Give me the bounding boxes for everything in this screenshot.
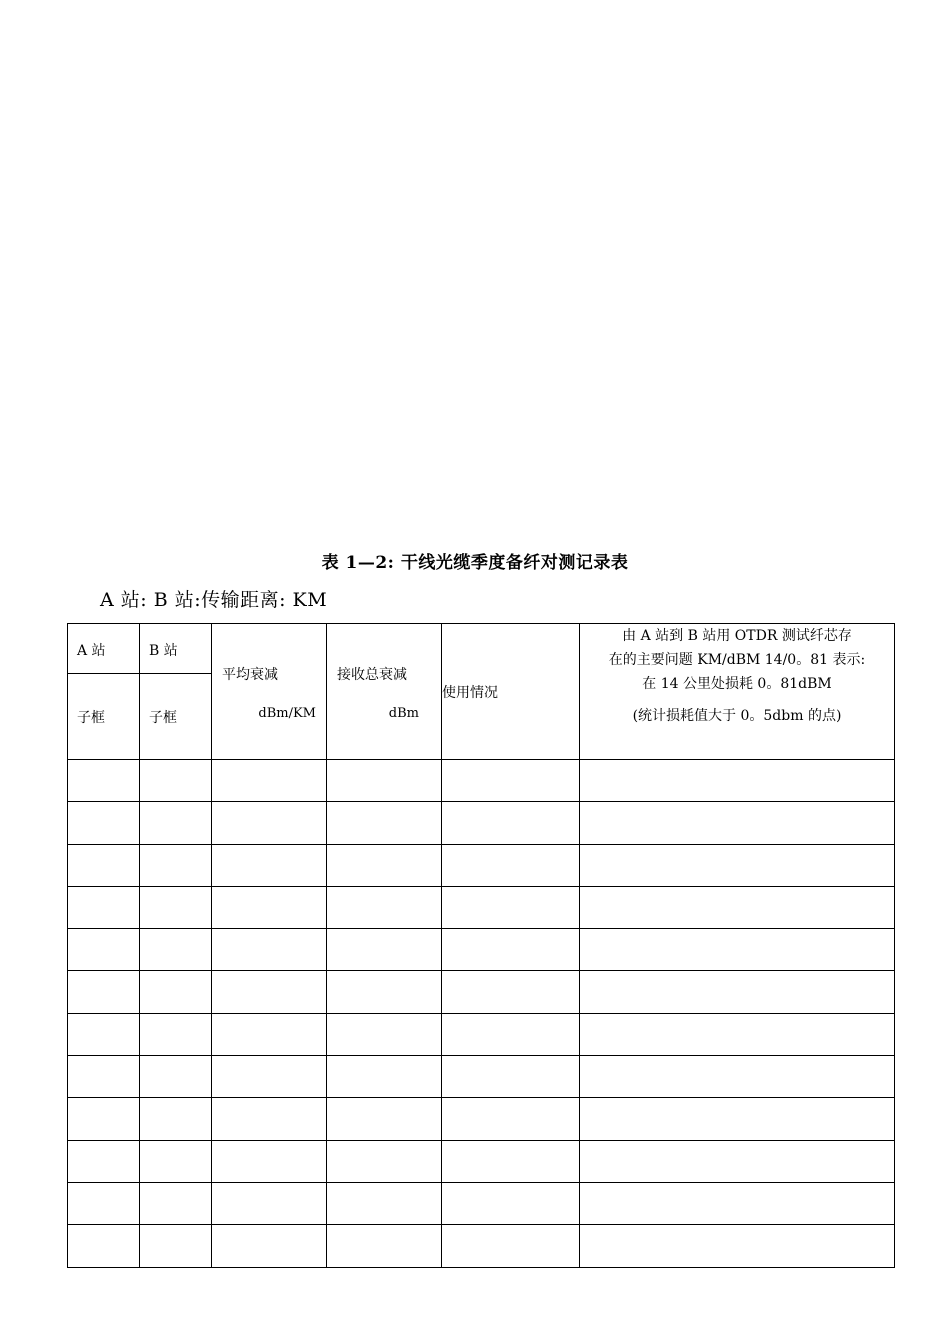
fiber-test-record-table [67, 623, 895, 1268]
cell-usage [442, 929, 580, 971]
cell-usage [442, 1013, 580, 1055]
cell-a-subframe [68, 1140, 140, 1182]
cell-a-subframe [68, 1182, 140, 1224]
cell-b-subframe [140, 760, 212, 802]
cell-rx-loss [327, 802, 442, 844]
note-line-3: 在 14 公里处损耗 0。81dBM [642, 676, 832, 692]
header-usage: 使用情况 [442, 624, 580, 760]
cell-avg-loss [212, 1182, 327, 1224]
table-row [68, 1056, 895, 1098]
cell-usage [442, 1140, 580, 1182]
cell-b-subframe [140, 971, 212, 1013]
cell-a-subframe [68, 886, 140, 928]
cell-usage [442, 760, 580, 802]
table-row [68, 844, 895, 886]
cell-avg-loss [212, 886, 327, 928]
cell-usage [442, 1225, 580, 1267]
header-row-top [68, 624, 895, 674]
cell-b-subframe [140, 1056, 212, 1098]
cell-usage [442, 971, 580, 1013]
cell-rx-loss [327, 844, 442, 886]
cell-a-subframe [68, 1098, 140, 1140]
cell-rx-loss [327, 1182, 442, 1224]
cell-otdr-issues [580, 1013, 895, 1055]
header-rx-loss [327, 624, 442, 760]
table-row [68, 929, 895, 971]
cell-b-subframe [140, 1098, 212, 1140]
cell-a-subframe [68, 1225, 140, 1267]
cell-usage [442, 886, 580, 928]
table-row [68, 802, 895, 844]
avg-loss-unit: dBm/KM [258, 706, 316, 721]
table-row [68, 1098, 895, 1140]
cell-b-subframe [140, 929, 212, 971]
document-title: 表 1—2: 干线光缆季度备纤对测记录表 [321, 553, 629, 573]
cell-avg-loss [212, 844, 327, 886]
cell-rx-loss [327, 1140, 442, 1182]
table-row [68, 886, 895, 928]
header-a-subframe: 子框 [68, 674, 140, 760]
table-row [68, 760, 895, 802]
avg-loss-label: 平均衰减 [222, 667, 278, 683]
cell-b-subframe [140, 1140, 212, 1182]
cell-usage [442, 1056, 580, 1098]
cell-rx-loss [327, 929, 442, 971]
note-line-2: 在的主要问题 KM/dBM 14/0。81 表示: [608, 652, 866, 668]
cell-avg-loss [212, 1056, 327, 1098]
cell-avg-loss [212, 802, 327, 844]
cell-otdr-issues [580, 1098, 895, 1140]
cell-otdr-issues [580, 1140, 895, 1182]
cell-avg-loss [212, 971, 327, 1013]
rx-loss-unit: dBm [388, 706, 419, 721]
header-b-subframe: 子框 [140, 674, 212, 760]
cell-a-subframe [68, 1056, 140, 1098]
cell-rx-loss [327, 886, 442, 928]
note-line-1: 由 A 站到 B 站用 OTDR 测试纤芯存 [622, 628, 852, 644]
cell-otdr-issues [580, 760, 895, 802]
cell-a-subframe [68, 971, 140, 1013]
cell-b-subframe [140, 1013, 212, 1055]
cell-rx-loss [327, 760, 442, 802]
cell-a-subframe [68, 844, 140, 886]
cell-b-subframe [140, 844, 212, 886]
cell-rx-loss [327, 1056, 442, 1098]
table-row [68, 1140, 895, 1182]
cell-rx-loss [327, 1098, 442, 1140]
table-row [68, 1182, 895, 1224]
table-row [68, 971, 895, 1013]
cell-usage [442, 1098, 580, 1140]
header-a-station: A 站 [68, 624, 140, 674]
cell-rx-loss [327, 971, 442, 1013]
cell-avg-loss [212, 1225, 327, 1267]
cell-otdr-issues [580, 844, 895, 886]
cell-a-subframe [68, 1013, 140, 1055]
cell-otdr-issues [580, 886, 895, 928]
cell-b-subframe [140, 1225, 212, 1267]
table-row [68, 1225, 895, 1267]
table-row [68, 1013, 895, 1055]
cell-b-subframe [140, 886, 212, 928]
cell-b-subframe [140, 802, 212, 844]
header-otdr-note [580, 624, 895, 760]
cell-usage [442, 1182, 580, 1224]
cell-avg-loss [212, 1140, 327, 1182]
cell-otdr-issues [580, 802, 895, 844]
cell-avg-loss [212, 929, 327, 971]
cell-avg-loss [212, 760, 327, 802]
cell-otdr-issues [580, 971, 895, 1013]
note-line-4: (统计损耗值大于 0。5dbm 的点) [632, 708, 842, 724]
header-b-station: B 站 [140, 624, 212, 674]
cell-otdr-issues [580, 929, 895, 971]
cell-a-subframe [68, 802, 140, 844]
cell-otdr-issues [580, 1182, 895, 1224]
cell-a-subframe [68, 760, 140, 802]
cell-avg-loss [212, 1098, 327, 1140]
cell-usage [442, 844, 580, 886]
header-avg-loss [212, 624, 327, 760]
cell-rx-loss [327, 1013, 442, 1055]
cell-rx-loss [327, 1225, 442, 1267]
cell-otdr-issues [580, 1056, 895, 1098]
cell-b-subframe [140, 1182, 212, 1224]
cell-usage [442, 802, 580, 844]
rx-loss-label: 接收总衰减 [337, 667, 407, 683]
cell-avg-loss [212, 1013, 327, 1055]
cell-a-subframe [68, 929, 140, 971]
cell-otdr-issues [580, 1225, 895, 1267]
station-distance-line: A 站: B 站:传输距离: KM [100, 589, 328, 611]
